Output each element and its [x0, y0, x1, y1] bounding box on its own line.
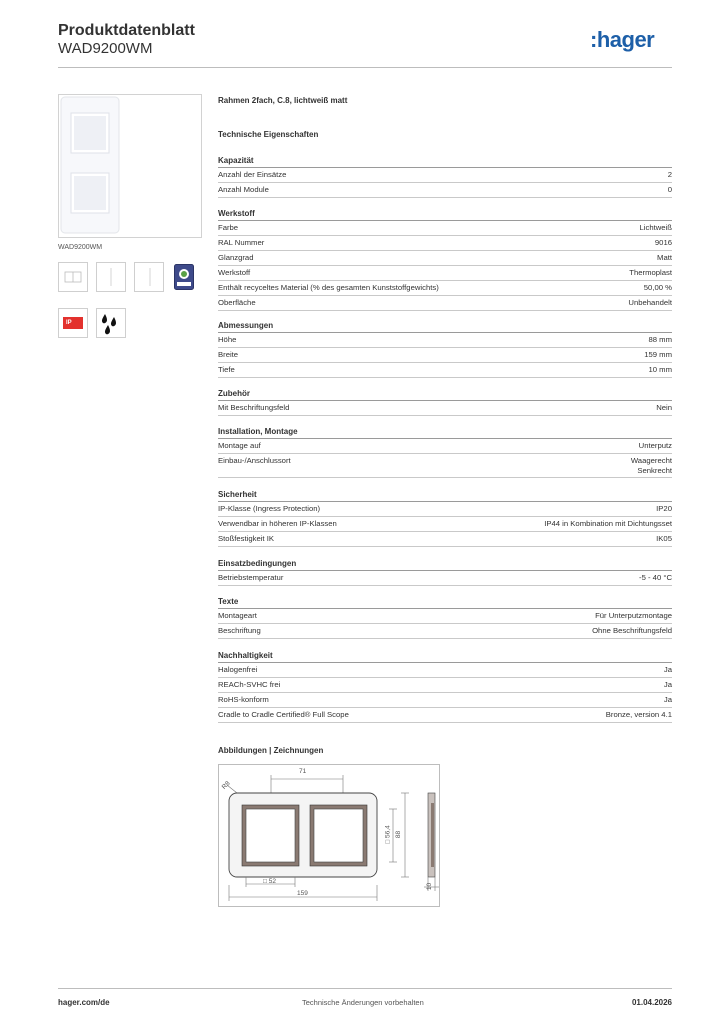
- section-sicherheit: [218, 490, 672, 547]
- dim-depth: 10: [426, 882, 434, 891]
- ip-rating-thumbnail[interactable]: [58, 308, 88, 338]
- dim-width: 159: [297, 890, 308, 897]
- section-title: Kapazität: [218, 156, 672, 168]
- table-row: Oberfläche Unbehandelt: [218, 296, 672, 311]
- thumbnail-front-view[interactable]: [58, 262, 88, 292]
- table-row: Breite 159 mm: [218, 348, 672, 363]
- technical-properties-heading: Technische Eigenschaften: [218, 130, 319, 139]
- table-row: Stoßfestigkeit IK IK05: [218, 532, 672, 547]
- section-texte: [218, 597, 672, 639]
- section-title: Werkstoff: [218, 209, 672, 221]
- section-kapazitaet: [218, 156, 672, 198]
- product-code: WAD9200WM: [58, 40, 153, 57]
- table-row: Anzahl Module 0: [218, 183, 672, 198]
- table-row: Höhe 88 mm: [218, 333, 672, 348]
- footer-note: Technische Änderungen vorbehalten: [302, 998, 424, 1007]
- section-title: Zubehör: [218, 389, 672, 401]
- table-row: Montageart Für Unterputzmontage: [218, 609, 672, 624]
- table-row: Einbau-/Anschlussort Waagerecht Senkrecht: [218, 454, 672, 478]
- hager-logo: :hager: [590, 27, 655, 52]
- drawings-heading: Abbildungen | Zeichnungen: [218, 746, 324, 755]
- water-drops-icon[interactable]: [96, 308, 126, 338]
- product-image-caption: WAD9200WM: [58, 244, 103, 251]
- page-title: Produktdatenblatt: [58, 22, 195, 39]
- table-row: Werkstoff Thermoplast: [218, 266, 672, 281]
- footer-date: 01.04.2026: [631, 998, 672, 1007]
- table-row: Tiefe 10 mm: [218, 363, 672, 378]
- thumbnail-edge-view[interactable]: [134, 262, 164, 292]
- table-row: Farbe Lichtweiß: [218, 221, 672, 236]
- section-title: Texte: [218, 597, 672, 609]
- table-row: Glanzgrad Matt: [218, 251, 672, 266]
- section-title: Sicherheit: [218, 490, 672, 502]
- product-image: [58, 94, 202, 238]
- section-zubehoer: [218, 389, 672, 416]
- section-einsatzbedingungen: [218, 559, 672, 586]
- ip-badge-label: IP: [66, 320, 72, 326]
- thumbnail-side-view[interactable]: [96, 262, 126, 292]
- section-nachhaltigkeit: [218, 651, 672, 723]
- footer-divider: [58, 988, 672, 989]
- technical-drawing: [218, 764, 440, 907]
- table-row: Enthält recyceltes Material (% des gesamten Kunststoffgewichts) 50,00 %: [218, 281, 672, 296]
- table-row: Beschriftung Ohne Beschriftungsfeld: [218, 624, 672, 639]
- section-title: Nachhaltigkeit: [218, 651, 672, 663]
- table-row: REACh-SVHC frei Ja: [218, 678, 672, 693]
- section-installation: [218, 427, 672, 478]
- table-row: Halogenfrei Ja: [218, 663, 672, 678]
- table-row: Cradle to Cradle Certified® Full Scope Bronze, version 4.1: [218, 708, 672, 723]
- table-row: RoHS-konform Ja: [218, 693, 672, 708]
- table-row: RAL Nummer 9016: [218, 236, 672, 251]
- table-row: Mit Beschriftungsfeld Nein: [218, 401, 672, 416]
- section-abmessungen: [218, 321, 672, 378]
- dim-radius: R8: [220, 780, 232, 791]
- table-row: Verwendbar in höheren IP-Klassen IP44 in Kombination mit Dichtungsset: [218, 517, 672, 532]
- section-werkstoff: [218, 209, 672, 311]
- dim-height: 88: [395, 830, 403, 839]
- table-row: Betriebstemperatur -5 - 40 °C: [218, 571, 672, 586]
- table-row: Montage auf Unterputz: [218, 439, 672, 454]
- header-divider: [58, 67, 672, 68]
- footer-website-link[interactable]: hager.com/de: [58, 998, 110, 1007]
- product-description: Rahmen 2fach, C.8, lichtweiß matt: [218, 96, 348, 105]
- section-title: Installation, Montage: [218, 427, 672, 439]
- table-row: IP-Klasse (Ingress Protection) IP20: [218, 502, 672, 517]
- dim-top-71: 71: [299, 768, 307, 775]
- dim-inner-width: □ 52: [263, 878, 276, 885]
- dim-inner-height: □ 56,4: [384, 825, 392, 844]
- certification-label-icon: [174, 264, 194, 290]
- section-title: Abmessungen: [218, 321, 672, 333]
- section-title: Einsatzbedingungen: [218, 559, 672, 571]
- table-row: Anzahl der Einsätze 2: [218, 168, 672, 183]
